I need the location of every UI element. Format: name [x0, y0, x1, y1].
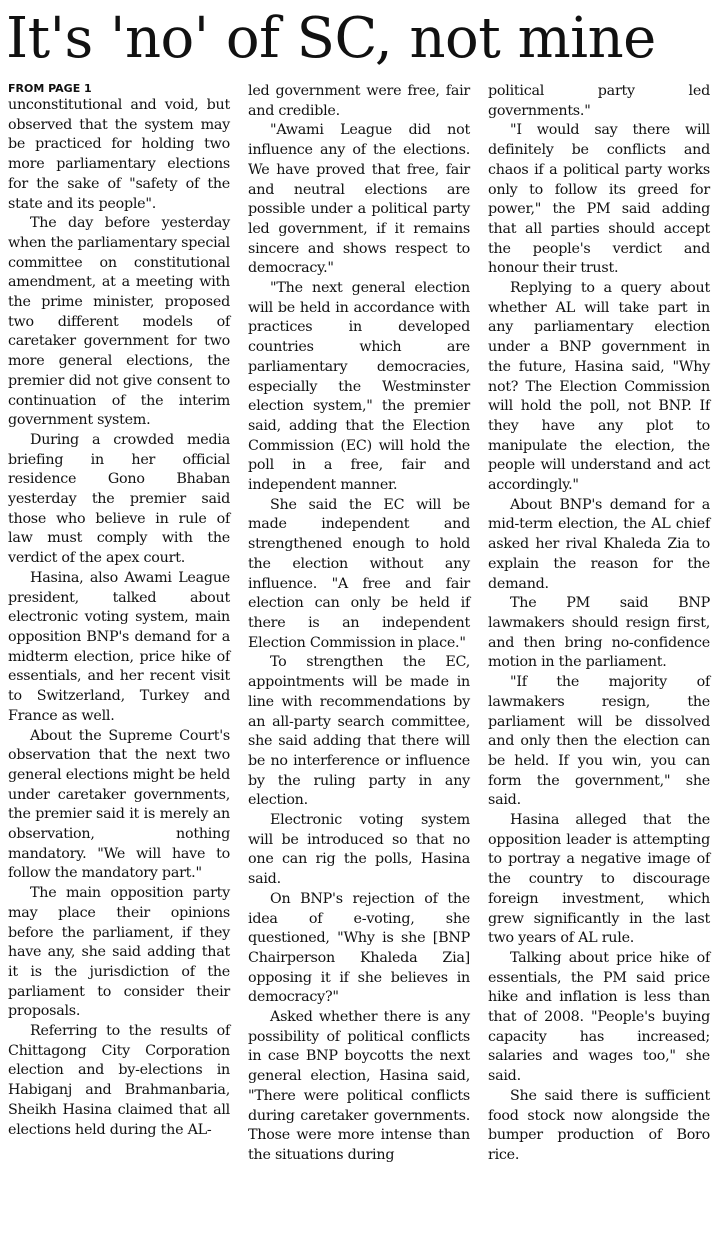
article-column-2 [248, 82, 470, 1166]
column-3-paragraphs [488, 82, 710, 1166]
article-paragraph: led government were free, fair and credible. [248, 83, 470, 119]
article-paragraph: Replying to a query about whether AL will take part in any parliamentary election under a BNP government in the future, Hasina said, "Why not? The Election Commission will hold the poll, not BNP. If they have any plot to manipulate the election, the people will understand and act accordingly." [488, 280, 710, 494]
article-paragraph: Hasina alleged that the opposition leader is attempting to portray a negative image of the country to discourage foreign investment, which grew significantly in the last two years of AL rule. [488, 812, 710, 947]
article-paragraph: political party led governments." [488, 83, 710, 119]
article-paragraph: "I would say there will definitely be conflicts and chaos if a political party works only to follow its greed for power," the PM said adding that all parties should accept the people's verdict and honour their trust. [488, 122, 710, 277]
article-paragraph: "The next general election will be held in accordance with practices in developed countries which are parliamentary democracies, especially the Westminster election system," the premier said, adding that the Election Commission (EC) will hold the poll in a free, fair and independent manner. [248, 280, 470, 494]
article-paragraph: During a crowded media briefing in her official residence Gono Bhaban yesterday the premier said those who believe in rule of law must comply with the verdict of the apex court. [8, 431, 230, 567]
column-2-paragraphs [248, 82, 470, 1166]
article-paragraph: The day before yesterday when the parliamentary special committee on constitutional amendment, at a meeting with the prime minister, proposed two different models of caretaker government for two more general elections, the premier did not give consent to continuation of the interim government system. [8, 215, 230, 429]
article-paragraph: About BNP's demand for a mid-term election, the AL chief asked her rival Khaleda Zia to explain the reason for the demand. [488, 496, 710, 592]
article-paragraph: To strengthen the EC, appointments will be made in line with recommendations by an all-party search committee, she said adding that there will be no interference or influence by the ruling party in any election. [248, 654, 470, 809]
article-paragraph: Talking about price hike of essentials, the PM said price hike and inflation is less than that of 2008. "People's buying capacity has increased; salaries and wages too," she said. [488, 949, 710, 1085]
article-paragraph: The main opposition party may place their opinions before the parliament, if they have any, she said adding that it is the jurisdiction of the parliament to consider their proposals. [8, 885, 230, 1020]
article-paragraph: Asked whether there is any possibility of political conflicts in case BNP boycotts the next general election, Hasina said, "There were political conflicts during caretaker governments. Those were more intense than the situations during [248, 1009, 470, 1163]
article-paragraph: She said the EC will be made independent and strengthened enough to hold the election without any influence. "A free and fair election can only be held if there is an independent Election Commission in place." [248, 496, 470, 651]
column-1-paragraphs [8, 96, 230, 1140]
article-paragraph: She said there is sufficient food stock now alongside the bumper production of Boro rice. [488, 1087, 710, 1163]
article-paragraph: unconstitutional and void, but observed that the system may be practiced for holding two more parliamentary elections for the sake of "safety of the state and its people". [8, 97, 230, 212]
article-paragraph: The PM said BNP lawmakers should resign first, and then bring no-confidence motion in the parliament. [488, 595, 710, 671]
article-paragraph: About the Supreme Court's observation that the next two general elections might be held under caretaker governments, the premier said it is merely an observation, nothing mandatory. "We will have to follow the mandatory part." [8, 727, 230, 882]
article-paragraph: "Awami League did not influence any of the elections. We have proved that free, fair and neutral elections are possible under a political party led government, if it remains sincere and shows respect to democracy." [248, 122, 470, 277]
article-paragraph: On BNP's rejection of the idea of e-voting, she questioned, "Why is she [BNP Chairperson Khaleda Zia] opposing it if she believes in democracy?" [248, 890, 470, 1006]
article-column-3 [488, 82, 710, 1166]
article-paragraph: Hasina, also Awami League president, talked about electronic voting system, main opposition BNP's demand for a midterm election, price hike of essentials, and her recent visit to Switzerland, Turkey and France as well. [8, 569, 230, 724]
article-paragraph: "If the majority of lawmakers resign, the parliament will be dissolved and only then the election can be held. If you win, you can form the government," she said. [488, 674, 710, 809]
article-paragraph: Referring to the results of Chittagong City Corporation election and by-elections in Habiganj and Brahmanbaria, Sheikh Hasina claimed that all elections held during the AL- [8, 1023, 230, 1138]
article-paragraph: Electronic voting system will be introduced so that no one can rig the polls, Hasina said. [248, 812, 470, 888]
continuation-kicker: FROM PAGE 1 [8, 82, 92, 95]
headline: It's 'no' of SC, not mine [6, 6, 656, 71]
article-column-1 [8, 82, 230, 1140]
